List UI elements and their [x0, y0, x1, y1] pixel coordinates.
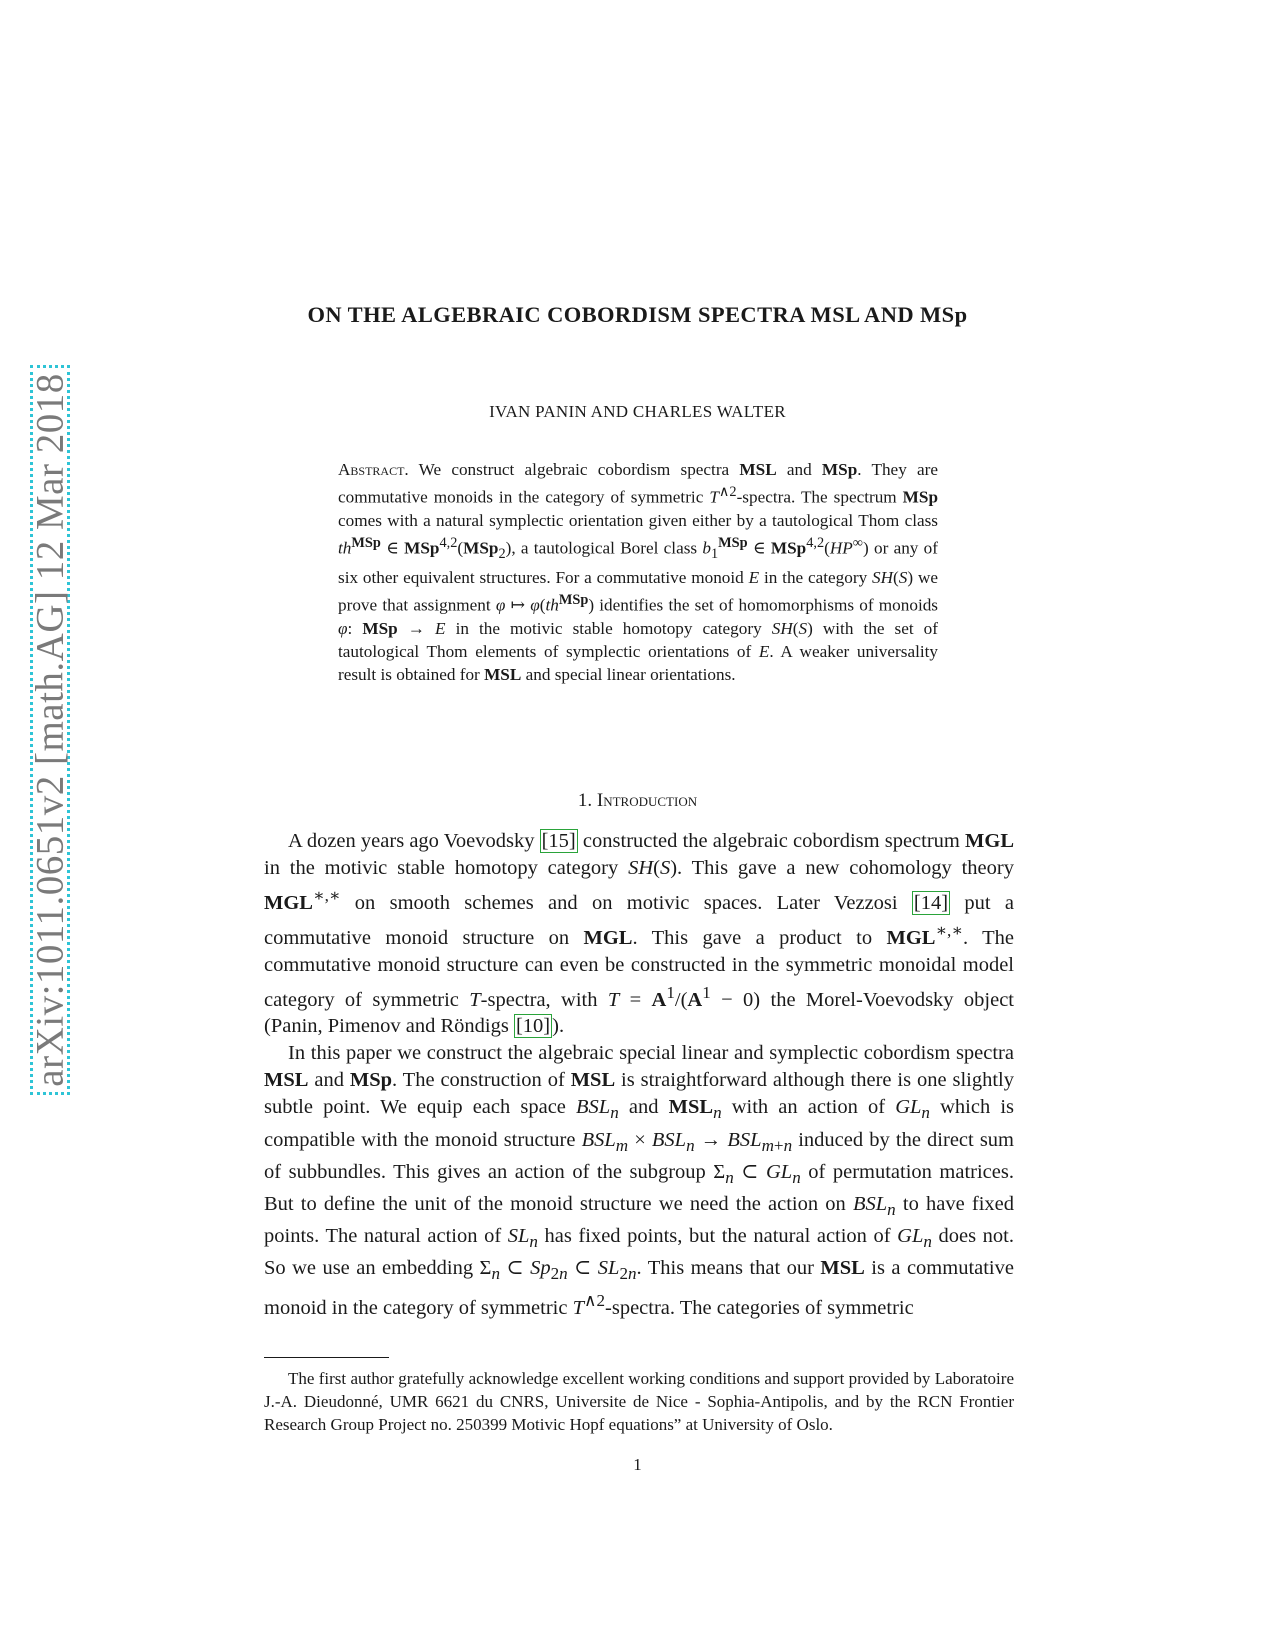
abstract-label: Abstract.: [338, 460, 409, 479]
paragraph-2: In this paper we construct the algebraic special linear and symplectic cobordism spectra MSL and MSp. The construction of MSL is straightforward although there is one slightly subtle point. We equip each space $BSL_n$ and $MSL_n$ with an action of $GL_n$ which is compatible with the monoid structure $BSL_m \times BSL_n \to BSL_{m+n}$ induced by the direct sum of subbundles. This gives an action of the subgroup $\Sigma_n$ ⊂ $GL_n$ of permutation matrices. But to define the unit of the monoid structure we need the action on $BSL_n$ to have fixed points. The natural action of $SL_n$ has fixed points, but the natural action of $GL_n$ does not. So we use an embedding $\Sigma_n$ ⊂ $Sp_{2n}$ ⊂ $SL_{2n}$. This means that our MSL is a commutative monoid in the category of symmetric $T^{\wedge 2}$-spectra. The categories of symmetric: [264, 1042, 1015, 1319]
citation-15[interactable]: [15]: [541, 830, 576, 852]
citation-14[interactable]: [14]: [913, 891, 949, 914]
paragraph-1: A dozen years ago Voevodsky [15] constructed the algebraic cobordism spectrum MGL in the motivic stable homotopy category SH(S). This gave a new cohomology theory MGL∗,∗ on smooth schemes and on motivic spaces. Later Vezzosi [14] put a commutative monoid structure on MGL. This gave a product to MGL∗,∗. The commutative monoid structure can even be constructed in the symmetric monoidal model category of symmetric T-spectra, with $T = A^1/(A^1 - 0)$ the Morel-Voevodsky object (Panin, Pimenov and Röndigs [10]).: [264, 830, 1015, 1038]
abstract: Abstract. We construct algebraic cobordism spectra MSL and MSp. They are commutative monoids in the category of symmetric $T^{\wedge 2}$-spectra. The spectrum MSp comes with a natural symplectic orientation given either by a tautological Thom class $th^{MSp}$ ∈ MSp$^{4,2}$(MSp$_2$), a tautological Borel class $b_1^{MSp}$ ∈ MSp$^{4,2}$(HP∞) or any of six other equivalent structures. For a commutative monoid E in the category SH(S) we prove that assignment φ ↦ $\varphi(th^{MSp})$ identifies the set of homomorphisms of monoids φ: MSp → E in the motivic stable homotopy category SH(S) with the set of tautological Thom elements of symplectic orientations of E. A weaker universality result is obtained for MSL and special linear orientations.: [338, 460, 939, 684]
section-title: Introduction: [596, 790, 698, 811]
section-heading: [250, 790, 1025, 812]
introduction-body: [264, 828, 1014, 1322]
paper-title: ON THE ALGEBRAIC COBORDISM SPECTRA MSL AND MSp: [307, 302, 968, 327]
arxiv-stamp: [30, 365, 70, 1095]
page-number: 1: [633, 1455, 642, 1474]
footnote: The first author gratefully acknowledge excellent working conditions and support provided by Laboratoire J.-A. Dieudonné, UMR 6621 du CNRS, Universite de Nice - Sophia-Antipolis, and by the RCN Frontier Research Group Project no. 250399 Motivic Hopf equations” at University of Oslo.: [264, 1369, 1014, 1434]
footnote-rule: [264, 1357, 389, 1358]
section-number: 1.: [577, 790, 593, 811]
citation-10[interactable]: [10]: [515, 1015, 551, 1038]
paper-authors: IVAN PANIN AND CHARLES WALTER: [489, 402, 786, 421]
arxiv-identifier: arXiv:1011.0651v2 [math.AG] 12 Mar 2018: [28, 373, 72, 1087]
